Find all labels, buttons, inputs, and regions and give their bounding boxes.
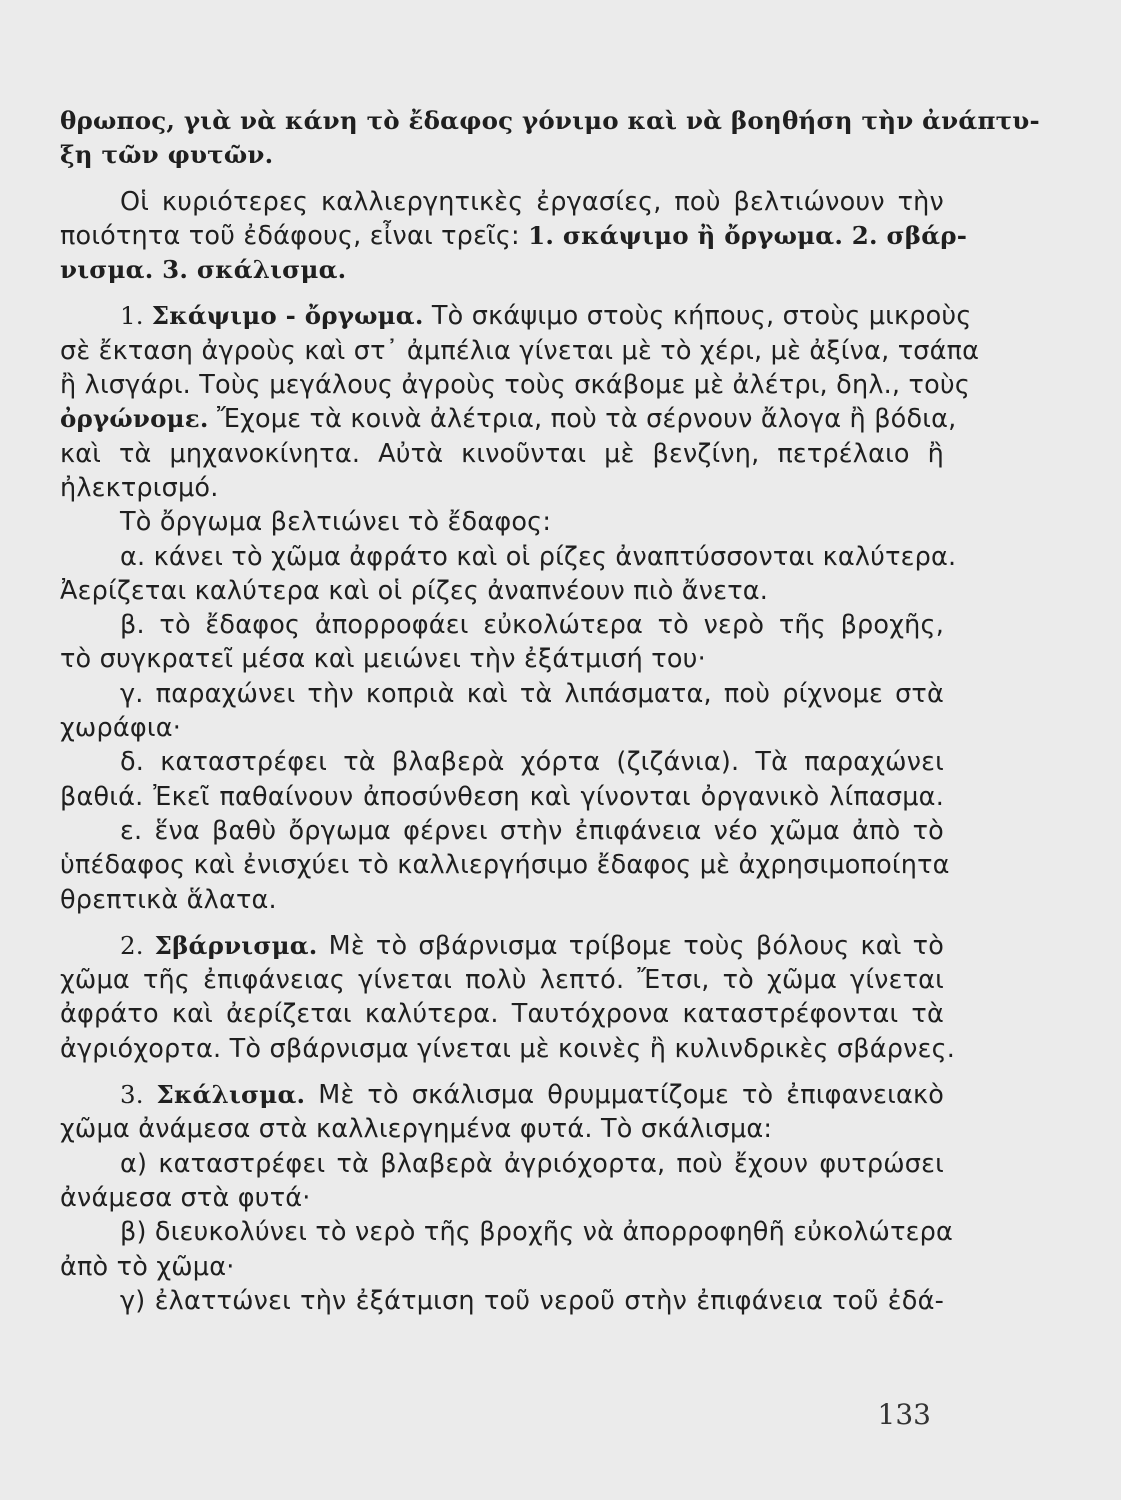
text-line: ἀγριόχορτα. Τὸ σβάρνισμα γίνεται μὲ κοινὲς ἢ κυλινδρικὲς σβάρνες. xyxy=(60,1033,956,1064)
text-span: ποιότητα τοῦ ἐδάφους, εἶναι τρεῖς: xyxy=(60,220,529,251)
text-line: νισμα. 3. σκάλισμα. xyxy=(60,255,347,285)
text-line: ἠλεκτρισμό. xyxy=(60,472,219,503)
text-line: ξη τῶν φυτῶν. xyxy=(60,140,274,170)
text-line: Ἀερίζεται καλύτερα καὶ οἱ ρίζες ἀναπνέουν πιὸ ἄνετα. xyxy=(60,575,769,606)
text-line: θρεπτικὰ ἅλατα. xyxy=(60,884,277,915)
text-line: χῶμα ἀνάμεσα στὰ καλλιεργημένα φυτά. Τὸ σκάλισμα: xyxy=(60,1114,773,1145)
section-heading: Σκάψιμο - ὄργωμα. xyxy=(151,301,424,331)
text-line: σὲ ἔκταση ἀγροὺς καὶ στ᾽ ἀμπέλια γίνεται μὲ τὸ χέρι, μὲ ἀξίνα, τσάπα xyxy=(60,335,980,366)
text-line: ε. ἕνα βαθὺ ὄργωμα φέρνει στὴν ἐπιφάνεια νέο χῶμα ἀπὸ τὸ xyxy=(120,815,944,846)
text-line: ἀπὸ τὸ χῶμα· xyxy=(60,1251,235,1282)
text-line: θρωπος, γιὰ νὰ κάνη τὸ ἔδαφος γόνιμο καὶ νὰ βοηθήση τὴν ἀνάπτυ- xyxy=(60,106,1040,135)
section-heading: Σκάλισμα. xyxy=(156,1080,306,1110)
text-line xyxy=(60,299,972,333)
text-line: γ) ἐλαττώνει τὴν ἐξάτμιση τοῦ νεροῦ στὴν ἐπιφάνεια τοῦ ἐδά- xyxy=(120,1285,944,1316)
text-line: Τὸ ὄργωμα βελτιώνει τὸ ἔδαφος: xyxy=(120,507,552,538)
text-line: γ. παραχώνει τὴν κοπριὰ καὶ τὰ λιπάσματα, ποὺ ρίχνομε στὰ xyxy=(120,678,944,709)
text-span: Ἔχομε τὰ κοινὰ ἀλέτρια, ποὺ τὰ σέρνουν ἄλογα ἢ βόδια, xyxy=(208,404,957,435)
text-line xyxy=(60,402,957,436)
text-line: ἀφράτο καὶ ἀερίζεται καλύτερα. Ταυτόχρονα καταστρέφονται τὰ xyxy=(60,999,944,1030)
text-span-bold: 1. σκάψιμο ἢ ὄργωμα. 2. σβάρ- xyxy=(528,220,968,250)
page-body xyxy=(60,104,1040,1318)
text-span: 1. xyxy=(120,301,152,331)
text-line: χῶμα τῆς ἐπιφάνειας γίνεται πολὺ λεπτό. Ἔτσι, τὸ χῶμα γίνεται xyxy=(60,965,944,996)
text-line xyxy=(60,1078,944,1112)
text-line: ὑπέδαφος καὶ ἐνισχύει τὸ καλλιεργήσιμο ἔδαφος μὲ ἀχρησιμοποίητα xyxy=(60,850,950,881)
text-line: α) καταστρέφει τὰ βλαβερὰ ἀγριόχορτα, ποὺ ἔχουν φυτρώσει xyxy=(120,1148,944,1179)
text-line: β. τὸ ἔδαφος ἀπορροφάει εὐκολώτερα τὸ νερὸ τῆς βροχῆς, xyxy=(120,610,944,641)
text-line: χωράφια· xyxy=(60,713,182,744)
text-line: δ. καταστρέφει τὰ βλαβερὰ χόρτα (ζιζάνια). Τὰ παραχώνει xyxy=(120,747,944,778)
text-line xyxy=(60,929,944,963)
text-span: Μὲ τὸ σκάλισμα θρυμματίζομε τὸ ἐπιφανειακὸ xyxy=(305,1080,945,1111)
section-heading: Σβάρνισμα. xyxy=(154,930,318,960)
text-line: καὶ τὰ μηχανοκίνητα. Αὐτὰ κινοῦνται μὲ βενζίνη, πετρέλαιο ἢ xyxy=(60,438,944,469)
text-line: ἢ λισγάρι. Τοὺς μεγάλους ἀγροὺς τοὺς σκάβομε μὲ ἀλέτρι, δηλ., τοὺς xyxy=(60,370,971,401)
text-span-bold: ὀργώνομε. xyxy=(60,404,209,434)
text-line: β) διευκολύνει τὸ νερὸ τῆς βροχῆς νὰ ἀπορροφηθῆ εὐκολώτερα xyxy=(120,1217,954,1248)
text-line xyxy=(60,219,968,253)
text-line: α. κάνει τὸ χῶμα ἀφράτο καὶ οἱ ρίζες ἀναπτύσσονται καλύτερα. xyxy=(120,541,957,572)
text-span: Τὸ σκάψιμο στοὺς κήπους, στοὺς μικροὺς xyxy=(423,301,972,332)
page-number: 133 xyxy=(877,1398,931,1431)
text-line: βαθιά. Ἐκεῖ παθαίνουν ἀποσύνθεση καὶ γίνονται ὀργανικὸ λίπασμα. xyxy=(60,781,944,812)
text-span: 3. xyxy=(120,1080,157,1110)
text-span: Μὲ τὸ σβάρνισμα τρίβομε τοὺς βόλους καὶ τὸ xyxy=(317,930,944,961)
text-span: 2. xyxy=(120,930,155,960)
text-line: τὸ συγκρατεῖ μέσα καὶ μειώνει τὴν ἐξάτμισή του· xyxy=(60,644,706,675)
text-line: ἀνάμεσα στὰ φυτά· xyxy=(60,1182,311,1213)
text-line: Οἱ κυριότερες καλλιεργητικὲς ἐργασίες, ποὺ βελτιώνουν τὴν xyxy=(120,186,944,217)
